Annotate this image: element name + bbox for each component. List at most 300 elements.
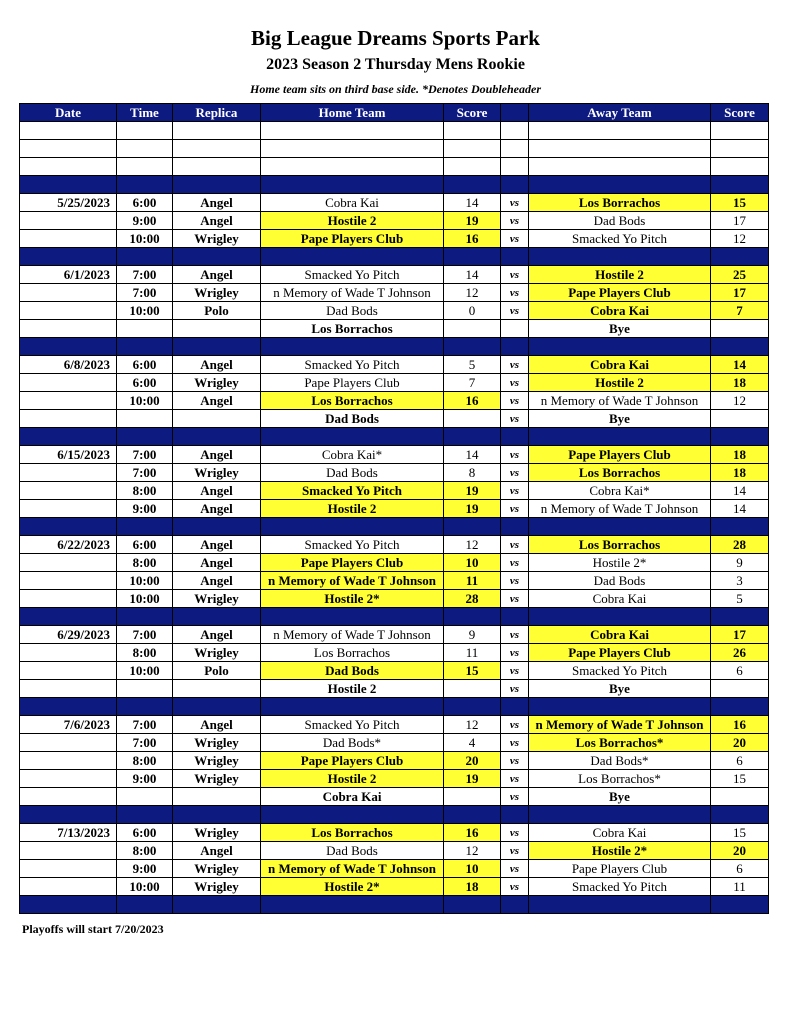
- away-team-cell: Cobra Kai*: [529, 482, 711, 500]
- home-team-cell: Smacked Yo Pitch: [261, 536, 444, 554]
- away-team-cell: [529, 158, 711, 176]
- date-cell: [20, 320, 117, 338]
- home-score-cell: 14: [444, 194, 501, 212]
- separator-cell: [711, 248, 769, 266]
- away-team-cell: Bye: [529, 788, 711, 806]
- home-score-cell: [444, 140, 501, 158]
- date-cell: [20, 122, 117, 140]
- replica-cell: Angel: [173, 536, 261, 554]
- away-score-cell: [711, 320, 769, 338]
- home-score-cell: 14: [444, 266, 501, 284]
- time-cell: [117, 788, 173, 806]
- separator-cell: [501, 806, 529, 824]
- home-score-cell: 7: [444, 374, 501, 392]
- vs-cell: vs: [501, 464, 529, 482]
- time-cell: [117, 320, 173, 338]
- vs-cell: vs: [501, 860, 529, 878]
- separator-cell: [173, 698, 261, 716]
- time-cell: [117, 158, 173, 176]
- date-cell: [20, 230, 117, 248]
- separator-cell: [444, 428, 501, 446]
- replica-cell: [173, 320, 261, 338]
- table-row: [20, 842, 769, 860]
- separator-cell: [711, 608, 769, 626]
- vs-cell: vs: [501, 662, 529, 680]
- separator-cell: [444, 896, 501, 914]
- separator-cell: [444, 176, 501, 194]
- home-score-cell: 18: [444, 878, 501, 896]
- replica-cell: [173, 140, 261, 158]
- replica-cell: Angel: [173, 194, 261, 212]
- home-score-cell: 0: [444, 302, 501, 320]
- week-separator: [20, 698, 769, 716]
- schedule-note: Home team sits on third base side. *Denotes Doubleheader: [250, 82, 541, 96]
- home-score-cell: 12: [444, 284, 501, 302]
- col-date: Date: [20, 104, 117, 122]
- replica-cell: Wrigley: [173, 770, 261, 788]
- date-cell: [20, 158, 117, 176]
- separator-cell: [711, 338, 769, 356]
- separator-cell: [501, 698, 529, 716]
- vs-cell: vs: [501, 626, 529, 644]
- away-score-cell: 15: [711, 770, 769, 788]
- vs-cell: vs: [501, 536, 529, 554]
- date-cell: [20, 302, 117, 320]
- away-team-cell: Hostile 2: [529, 374, 711, 392]
- away-team-cell: Hostile 2*: [529, 554, 711, 572]
- away-team-cell: n Memory of Wade T Johnson: [529, 392, 711, 410]
- date-cell: [20, 860, 117, 878]
- separator-cell: [444, 698, 501, 716]
- separator-cell: [501, 608, 529, 626]
- away-score-cell: [711, 158, 769, 176]
- away-team-cell: Dad Bods: [529, 212, 711, 230]
- away-score-cell: 18: [711, 464, 769, 482]
- home-score-cell: [444, 410, 501, 428]
- replica-cell: Angel: [173, 356, 261, 374]
- home-score-cell: 15: [444, 662, 501, 680]
- away-score-cell: 5: [711, 590, 769, 608]
- col-time: Time: [117, 104, 173, 122]
- separator-cell: [711, 518, 769, 536]
- home-score-cell: 12: [444, 536, 501, 554]
- date-cell: [20, 212, 117, 230]
- replica-cell: Wrigley: [173, 644, 261, 662]
- table-row: [20, 284, 769, 302]
- time-cell: 7:00: [117, 284, 173, 302]
- separator-cell: [117, 428, 173, 446]
- home-team-cell: Dad Bods: [261, 410, 444, 428]
- home-team-cell: Smacked Yo Pitch: [261, 266, 444, 284]
- table-row: [20, 482, 769, 500]
- table-row: [20, 446, 769, 464]
- page-title: Big League Dreams Sports Park: [251, 26, 540, 50]
- away-team-cell: Dad Bods: [529, 572, 711, 590]
- vs-cell: vs: [501, 752, 529, 770]
- vs-cell: vs: [501, 194, 529, 212]
- time-cell: 10:00: [117, 878, 173, 896]
- replica-cell: Angel: [173, 482, 261, 500]
- vs-cell: vs: [501, 392, 529, 410]
- time-cell: 9:00: [117, 770, 173, 788]
- home-score-cell: 16: [444, 230, 501, 248]
- vs-cell: vs: [501, 680, 529, 698]
- date-cell: [20, 788, 117, 806]
- away-score-cell: 15: [711, 824, 769, 842]
- away-team-cell: Cobra Kai: [529, 626, 711, 644]
- separator-cell: [20, 176, 117, 194]
- separator-cell: [261, 428, 444, 446]
- home-team-cell: Pape Players Club: [261, 554, 444, 572]
- replica-cell: Wrigley: [173, 878, 261, 896]
- table-row: [20, 752, 769, 770]
- table-row: [20, 194, 769, 212]
- home-team-cell: Hostile 2: [261, 212, 444, 230]
- away-team-cell: Pape Players Club: [529, 446, 711, 464]
- away-team-cell: Los Borrachos: [529, 536, 711, 554]
- separator-cell: [529, 806, 711, 824]
- replica-cell: Angel: [173, 392, 261, 410]
- vs-cell: [501, 140, 529, 158]
- home-team-cell: n Memory of Wade T Johnson: [261, 860, 444, 878]
- replica-cell: Polo: [173, 302, 261, 320]
- time-cell: [117, 122, 173, 140]
- vs-cell: vs: [501, 482, 529, 500]
- replica-cell: [173, 788, 261, 806]
- week-separator: [20, 806, 769, 824]
- date-cell: [20, 644, 117, 662]
- replica-cell: [173, 158, 261, 176]
- separator-cell: [711, 698, 769, 716]
- home-team-cell: n Memory of Wade T Johnson: [261, 284, 444, 302]
- date-cell: [20, 680, 117, 698]
- date-cell: [20, 410, 117, 428]
- home-team-cell: Cobra Kai*: [261, 446, 444, 464]
- table-row: [20, 644, 769, 662]
- away-score-cell: 6: [711, 860, 769, 878]
- date-cell: [20, 392, 117, 410]
- table-row: [20, 536, 769, 554]
- separator-cell: [117, 176, 173, 194]
- date-cell: 6/1/2023: [20, 266, 117, 284]
- separator-cell: [20, 428, 117, 446]
- home-score-cell: 19: [444, 770, 501, 788]
- separator-cell: [444, 338, 501, 356]
- separator-cell: [529, 248, 711, 266]
- away-score-cell: 17: [711, 212, 769, 230]
- home-team-cell: [261, 122, 444, 140]
- separator-cell: [261, 248, 444, 266]
- week-separator: [20, 608, 769, 626]
- vs-cell: vs: [501, 266, 529, 284]
- separator-cell: [20, 608, 117, 626]
- home-team-cell: Hostile 2*: [261, 590, 444, 608]
- home-team-cell: Dad Bods: [261, 662, 444, 680]
- home-score-cell: 8: [444, 464, 501, 482]
- time-cell: 10:00: [117, 590, 173, 608]
- home-team-cell: Pape Players Club: [261, 752, 444, 770]
- away-team-cell: Smacked Yo Pitch: [529, 878, 711, 896]
- away-score-cell: 12: [711, 392, 769, 410]
- separator-cell: [173, 428, 261, 446]
- home-score-cell: 14: [444, 446, 501, 464]
- date-cell: [20, 464, 117, 482]
- separator-cell: [501, 896, 529, 914]
- schedule-table: [19, 103, 769, 914]
- home-score-cell: 19: [444, 212, 501, 230]
- separator-cell: [173, 896, 261, 914]
- separator-cell: [117, 338, 173, 356]
- away-team-cell: Smacked Yo Pitch: [529, 230, 711, 248]
- replica-cell: Wrigley: [173, 374, 261, 392]
- away-score-cell: 18: [711, 374, 769, 392]
- away-score-cell: 28: [711, 536, 769, 554]
- home-score-cell: 12: [444, 842, 501, 860]
- replica-cell: Polo: [173, 662, 261, 680]
- vs-cell: vs: [501, 500, 529, 518]
- away-team-cell: Cobra Kai: [529, 590, 711, 608]
- replica-cell: [173, 122, 261, 140]
- away-team-cell: Bye: [529, 680, 711, 698]
- away-team-cell: Los Borrachos*: [529, 770, 711, 788]
- home-score-cell: 4: [444, 734, 501, 752]
- header-row: [20, 104, 769, 122]
- away-team-cell: Bye: [529, 320, 711, 338]
- col-away-team: Away Team: [529, 104, 711, 122]
- replica-cell: Angel: [173, 212, 261, 230]
- away-score-cell: 6: [711, 752, 769, 770]
- time-cell: 7:00: [117, 464, 173, 482]
- table-row: [20, 230, 769, 248]
- table-row: [20, 140, 769, 158]
- away-team-cell: Dad Bods*: [529, 752, 711, 770]
- time-cell: 7:00: [117, 626, 173, 644]
- away-team-cell: Los Borrachos*: [529, 734, 711, 752]
- vs-cell: vs: [501, 230, 529, 248]
- table-row: [20, 770, 769, 788]
- home-team-cell: n Memory of Wade T Johnson: [261, 572, 444, 590]
- separator-cell: [261, 608, 444, 626]
- table-row: [20, 662, 769, 680]
- vs-cell: vs: [501, 770, 529, 788]
- separator-cell: [261, 518, 444, 536]
- away-team-cell: Pape Players Club: [529, 284, 711, 302]
- home-score-cell: 19: [444, 500, 501, 518]
- table-row: [20, 734, 769, 752]
- away-team-cell: n Memory of Wade T Johnson: [529, 500, 711, 518]
- vs-cell: vs: [501, 410, 529, 428]
- replica-cell: Wrigley: [173, 734, 261, 752]
- home-team-cell: Los Borrachos: [261, 644, 444, 662]
- week-separator: [20, 896, 769, 914]
- away-team-cell: n Memory of Wade T Johnson: [529, 716, 711, 734]
- away-team-cell: [529, 140, 711, 158]
- table-row: [20, 824, 769, 842]
- time-cell: 8:00: [117, 752, 173, 770]
- separator-cell: [173, 608, 261, 626]
- home-score-cell: 9: [444, 626, 501, 644]
- time-cell: 8:00: [117, 554, 173, 572]
- separator-cell: [711, 896, 769, 914]
- replica-cell: Angel: [173, 626, 261, 644]
- home-team-cell: Dad Bods: [261, 842, 444, 860]
- date-cell: 6/22/2023: [20, 536, 117, 554]
- away-team-cell: Los Borrachos: [529, 194, 711, 212]
- separator-cell: [444, 518, 501, 536]
- time-cell: 6:00: [117, 824, 173, 842]
- vs-cell: vs: [501, 716, 529, 734]
- col-home-team: Home Team: [261, 104, 444, 122]
- time-cell: 6:00: [117, 536, 173, 554]
- table-row: [20, 302, 769, 320]
- table-row: [20, 860, 769, 878]
- week-separator: [20, 176, 769, 194]
- away-score-cell: 16: [711, 716, 769, 734]
- table-row: [20, 392, 769, 410]
- away-team-cell: Cobra Kai: [529, 824, 711, 842]
- table-row: [20, 878, 769, 896]
- schedule-body: [20, 122, 769, 914]
- separator-cell: [501, 518, 529, 536]
- replica-cell: Angel: [173, 266, 261, 284]
- table-row: [20, 788, 769, 806]
- vs-cell: [501, 158, 529, 176]
- table-row: [20, 554, 769, 572]
- home-team-cell: Los Borrachos: [261, 320, 444, 338]
- separator-cell: [20, 248, 117, 266]
- time-cell: 10:00: [117, 230, 173, 248]
- date-cell: [20, 662, 117, 680]
- vs-cell: vs: [501, 374, 529, 392]
- time-cell: 8:00: [117, 482, 173, 500]
- separator-cell: [501, 428, 529, 446]
- date-cell: [20, 284, 117, 302]
- separator-cell: [173, 338, 261, 356]
- vs-cell: vs: [501, 554, 529, 572]
- separator-cell: [20, 698, 117, 716]
- time-cell: [117, 410, 173, 428]
- home-team-cell: Pape Players Club: [261, 374, 444, 392]
- replica-cell: Wrigley: [173, 590, 261, 608]
- away-score-cell: [711, 410, 769, 428]
- separator-cell: [20, 338, 117, 356]
- separator-cell: [117, 608, 173, 626]
- away-score-cell: 14: [711, 500, 769, 518]
- home-score-cell: 11: [444, 644, 501, 662]
- home-team-cell: Cobra Kai: [261, 788, 444, 806]
- separator-cell: [501, 338, 529, 356]
- separator-cell: [173, 176, 261, 194]
- away-score-cell: 20: [711, 734, 769, 752]
- table-row: [20, 716, 769, 734]
- home-score-cell: 11: [444, 572, 501, 590]
- time-cell: 10:00: [117, 662, 173, 680]
- table-row: [20, 320, 769, 338]
- page-subtitle: 2023 Season 2 Thursday Mens Rookie: [266, 56, 525, 73]
- date-cell: [20, 500, 117, 518]
- away-score-cell: 3: [711, 572, 769, 590]
- playoffs-note: Playoffs will start 7/20/2023: [22, 922, 164, 936]
- date-cell: [20, 572, 117, 590]
- table-row: [20, 590, 769, 608]
- home-score-cell: 16: [444, 392, 501, 410]
- table-row: [20, 680, 769, 698]
- vs-cell: vs: [501, 590, 529, 608]
- home-team-cell: n Memory of Wade T Johnson: [261, 626, 444, 644]
- time-cell: 8:00: [117, 644, 173, 662]
- away-score-cell: 15: [711, 194, 769, 212]
- replica-cell: Wrigley: [173, 284, 261, 302]
- home-score-cell: 10: [444, 860, 501, 878]
- home-score-cell: [444, 788, 501, 806]
- home-score-cell: 19: [444, 482, 501, 500]
- col-replica: Replica: [173, 104, 261, 122]
- vs-cell: vs: [501, 788, 529, 806]
- table-row: [20, 500, 769, 518]
- replica-cell: Angel: [173, 716, 261, 734]
- replica-cell: Wrigley: [173, 752, 261, 770]
- table-row: [20, 158, 769, 176]
- date-cell: [20, 842, 117, 860]
- home-score-cell: 28: [444, 590, 501, 608]
- away-team-cell: Smacked Yo Pitch: [529, 662, 711, 680]
- replica-cell: Wrigley: [173, 230, 261, 248]
- date-cell: [20, 590, 117, 608]
- home-team-cell: Dad Bods*: [261, 734, 444, 752]
- home-team-cell: Dad Bods: [261, 302, 444, 320]
- away-team-cell: [529, 122, 711, 140]
- date-cell: 6/8/2023: [20, 356, 117, 374]
- separator-cell: [173, 518, 261, 536]
- time-cell: 7:00: [117, 734, 173, 752]
- separator-cell: [501, 176, 529, 194]
- time-cell: 10:00: [117, 572, 173, 590]
- vs-cell: vs: [501, 446, 529, 464]
- away-score-cell: [711, 788, 769, 806]
- home-score-cell: [444, 320, 501, 338]
- separator-cell: [529, 176, 711, 194]
- home-score-cell: [444, 680, 501, 698]
- away-score-cell: 6: [711, 662, 769, 680]
- replica-cell: Wrigley: [173, 464, 261, 482]
- away-score-cell: [711, 122, 769, 140]
- replica-cell: Angel: [173, 500, 261, 518]
- replica-cell: [173, 680, 261, 698]
- home-score-cell: [444, 158, 501, 176]
- time-cell: 7:00: [117, 446, 173, 464]
- vs-cell: vs: [501, 644, 529, 662]
- separator-cell: [711, 806, 769, 824]
- away-score-cell: 11: [711, 878, 769, 896]
- date-cell: [20, 770, 117, 788]
- separator-cell: [711, 428, 769, 446]
- col-home-score: Score: [444, 104, 501, 122]
- date-cell: [20, 878, 117, 896]
- home-team-cell: Dad Bods: [261, 464, 444, 482]
- separator-cell: [444, 248, 501, 266]
- home-score-cell: [444, 122, 501, 140]
- week-separator: [20, 428, 769, 446]
- home-team-cell: Los Borrachos: [261, 392, 444, 410]
- away-team-cell: Los Borrachos: [529, 464, 711, 482]
- separator-cell: [261, 338, 444, 356]
- home-score-cell: 20: [444, 752, 501, 770]
- home-score-cell: 5: [444, 356, 501, 374]
- vs-cell: vs: [501, 212, 529, 230]
- replica-cell: Angel: [173, 554, 261, 572]
- vs-cell: [501, 122, 529, 140]
- col-vs: [501, 104, 529, 122]
